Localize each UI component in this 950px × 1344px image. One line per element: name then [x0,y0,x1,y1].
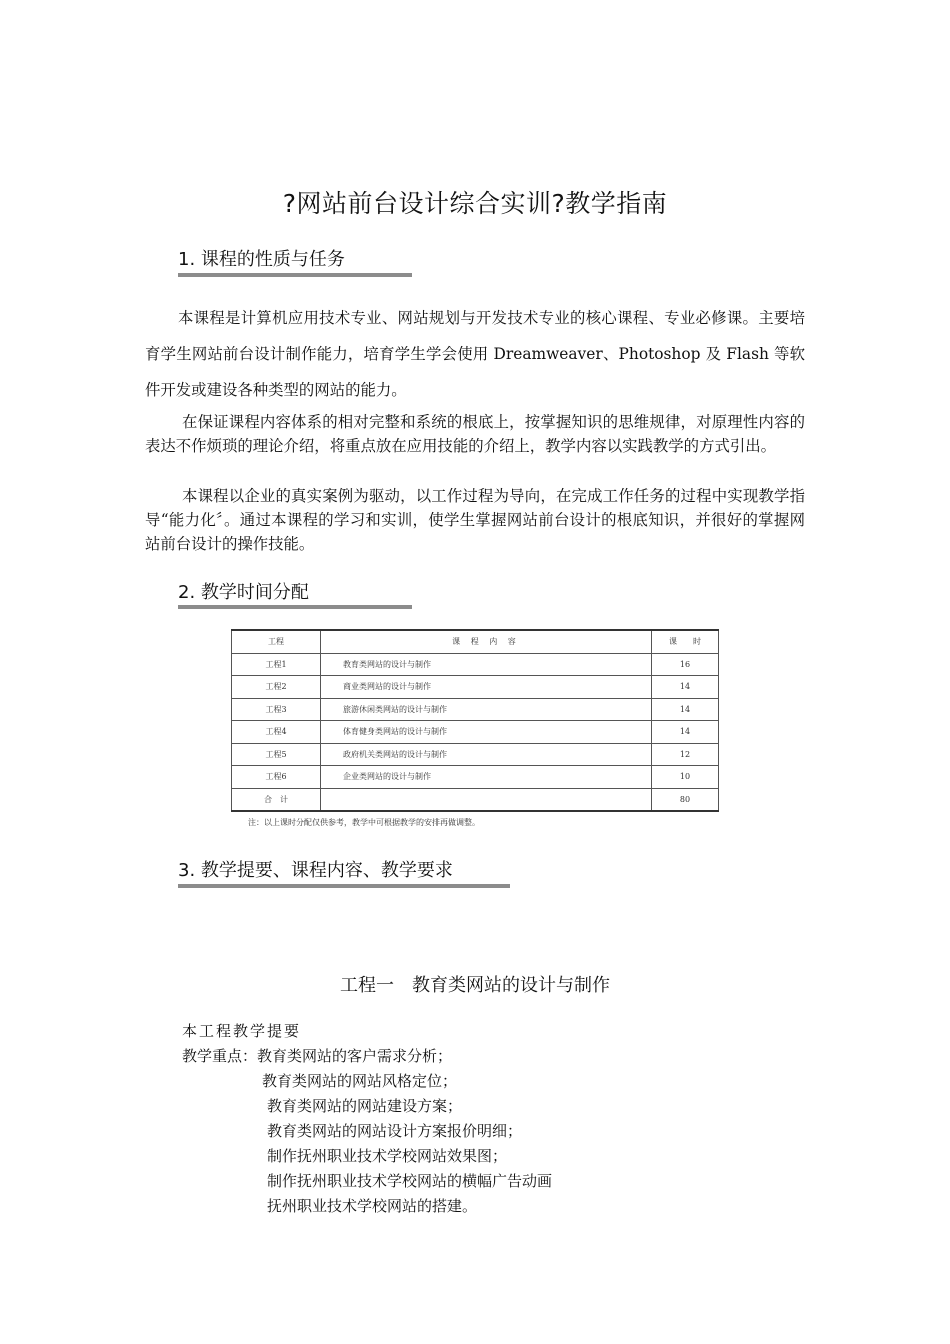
table-cell-project: 工程3 [232,698,321,721]
section-1-paragraph-2: 在保证课程内容体系的相对完整和系统的根底上，按掌握知识的思维规律，对原理性内容的表达不作烦琐的理论介绍，将重点放在应用技能的介绍上，教学内容以实践教学的方式引出。 [145,413,805,455]
key-point-text: 教育类网站的网站风格定位； [262,1072,458,1090]
table-row [232,721,719,744]
table-cell-hours: 14 [652,698,719,721]
project-1-summary-label: 本工程教学提要 [182,1022,302,1040]
table-cell-project: 工程4 [232,721,321,744]
table-cell-total-empty [321,788,652,811]
list-item [182,1119,552,1144]
list-item [182,1069,552,1094]
key-point-text: 制作抚州职业技术学校网站效果图； [267,1147,508,1165]
key-point-text: 教育类网站的网站建设方案； [267,1097,463,1115]
list-item [182,1194,552,1219]
table-cell-hours: 10 [652,766,719,789]
key-point-text: 制作抚州职业技术学校网站的横幅广告动画 [267,1172,553,1190]
section-1-rule [178,273,412,277]
table-header-content: 课 程 内 容 [321,630,652,653]
list-item [182,1169,552,1194]
table-row [232,766,719,789]
table-cell-project: 工程2 [232,676,321,699]
section-1-heading: 1. 课程的性质与任务 [178,249,345,270]
key-point-text: 教育类网站的网站设计方案报价明细； [267,1122,523,1140]
list-item [182,1094,552,1119]
table-cell-content: 商业类网站的设计与制作 [321,676,652,699]
section-3-heading: 3. 教学提要、课程内容、教学要求 [178,860,453,881]
key-points-label: 教学重点： [182,1047,258,1065]
table-header-hours: 课 时 [652,630,719,653]
section-1-paragraph-1: 本课程是计算机应用技术专业、网站规划与开发技术专业的核心课程、专业必修课。主要培育学生网站前台设计制作能力，培育学生学会使用 Dreamweaver、Photoshop 及 Flash 等软件开发或建设各种类型的网站的能力。 [145,309,805,399]
table-cell-total-label: 合 计 [232,788,321,811]
table-cell-content: 体育健身类网站的设计与制作 [321,721,652,744]
table-header-row [232,630,719,653]
table-cell-hours: 14 [652,676,719,699]
table-cell-project: 工程5 [232,743,321,766]
table-cell-content: 教育类网站的设计与制作 [321,653,652,676]
table-cell-content: 企业类网站的设计与制作 [321,766,652,789]
section-1-paragraph-3: 本课程以企业的真实案例为驱动，以工作过程为导向，在完成工作任务的过程中实现教学指导“能力化〞。通过本课程的学习和实训，使学生掌握网站前台设计的根底知识，并很好的掌握网站前台设计的操作技能。 [145,487,805,553]
table-row [232,676,719,699]
table-row [232,653,719,676]
table-header-project: 工程 [232,630,321,653]
table-row [232,698,719,721]
key-points-list [182,1044,552,1219]
table-cell-hours: 12 [652,743,719,766]
table-total-row [232,788,719,811]
list-item [182,1044,552,1069]
project-1-title: 工程一 教育类网站的设计与制作 [340,975,610,996]
schedule-table [231,629,719,812]
table-cell-hours: 14 [652,721,719,744]
table-cell-content: 政府机关类网站的设计与制作 [321,743,652,766]
table-cell-hours: 16 [652,653,719,676]
table-row [232,743,719,766]
section-2-rule [178,605,412,609]
document-title: ?网站前台设计综合实训?教学指南 [282,189,668,218]
key-point-text: 抚州职业技术学校网站的搭建。 [267,1197,478,1215]
table-cell-total-hours: 80 [652,788,719,811]
section-2-heading: 2. 教学时间分配 [178,582,309,603]
table-cell-project: 工程1 [232,653,321,676]
list-item [182,1144,552,1169]
key-point-text: 教育类网站的客户需求分析； [257,1047,453,1065]
table-cell-project: 工程6 [232,766,321,789]
table-note: 注：以上课时分配仅供参考，教学中可根据教学的安排再做调整。 [248,818,480,827]
section-3-rule [178,884,510,888]
table-cell-content: 旅游休闲类网站的设计与制作 [321,698,652,721]
